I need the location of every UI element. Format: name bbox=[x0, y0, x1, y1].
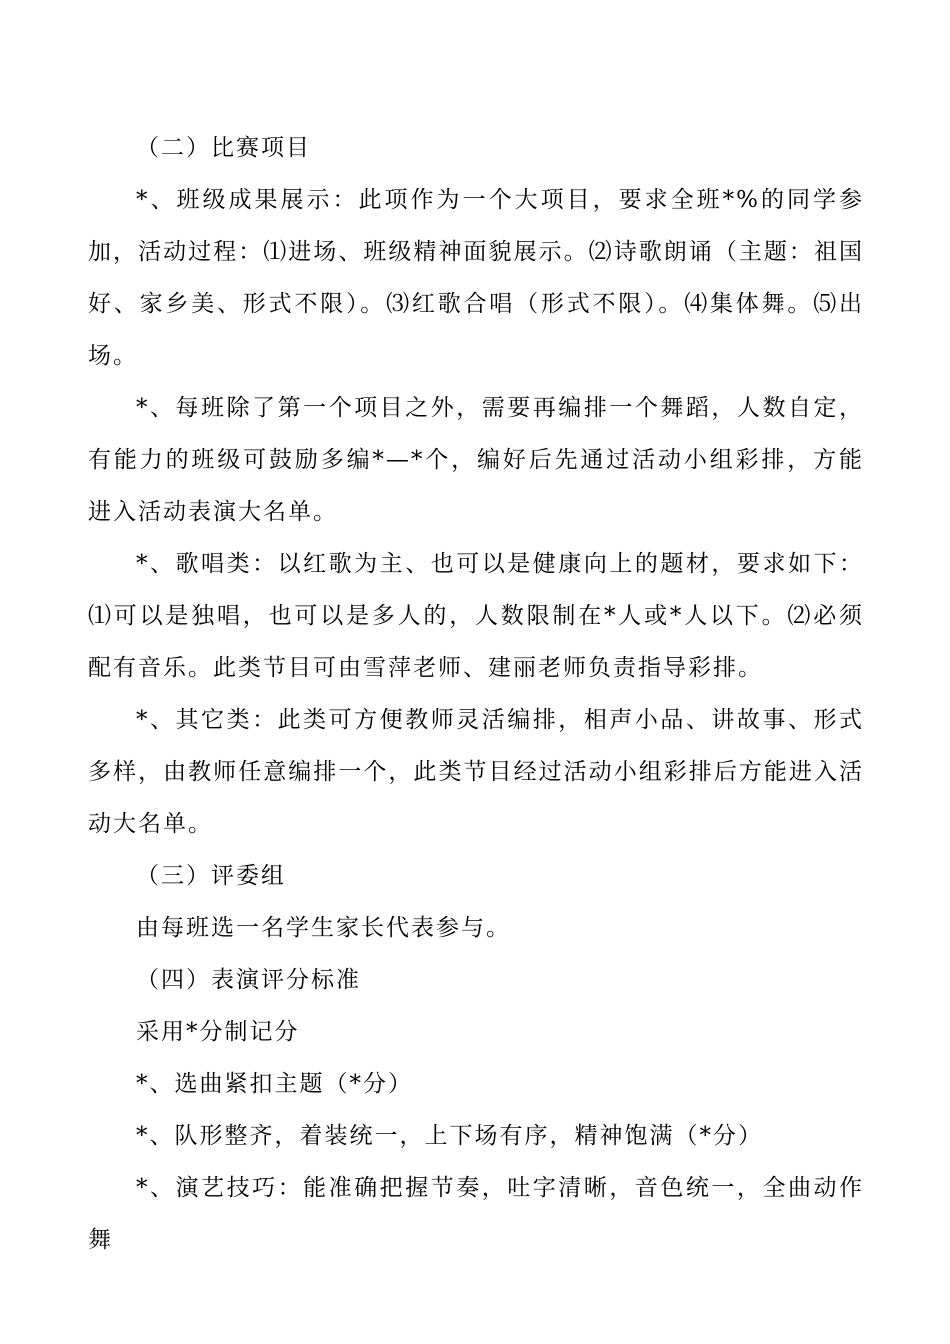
section-heading-4: （四）表演评分标准 bbox=[136, 967, 361, 993]
item-other: *、其它类：此类可方便教师灵活编排，相声小品、讲故事、形式多样，由教师任意编排一个，此类节目经过活动小组彩排后方能进入活动大名单。 bbox=[88, 707, 864, 837]
judges-desc: 由每班选一名学生家长代表参与。 bbox=[136, 915, 511, 941]
item-singing: *、歌唱类：以红歌为主、也可以是健康向上的题材，要求如下：⑴可以是独唱，也可以是多人的，人数限制在*人或*人以下。⑵必须配有音乐。此类节目可由雪萍老师、建丽老师负责指导彩排。 bbox=[88, 551, 864, 681]
section-heading-3: （三）评委组 bbox=[136, 863, 286, 889]
document-body bbox=[88, 122, 864, 1266]
item-class-showcase: *、班级成果展示：此项作为一个大项目，要求全班*%的同学参加，活动过程：⑴进场、班级精神面貌展示。⑵诗歌朗诵（主题：祖国好、家乡美、形式不限）。⑶红歌合唱（形式不限）。⑷集体舞。⑸出场。 bbox=[88, 187, 864, 369]
criterion-skill: *、演艺技巧：能准确把握节奏，吐字清晰，音色统一，全曲动作舞 bbox=[88, 1175, 864, 1253]
scoring-system: 采用*分制记分 bbox=[136, 1019, 300, 1045]
criterion-formation: *、队形整齐，着装统一，上下场有序，精神饱满（*分） bbox=[136, 1123, 763, 1149]
item-dance: *、每班除了第一个项目之外，需要再编排一个舞蹈，人数自定，有能力的班级可鼓励多编*—*个，编好后先通过活动小组彩排，方能进入活动表演大名单。 bbox=[88, 395, 864, 525]
section-heading-2: （二）比赛项目 bbox=[136, 135, 311, 161]
criterion-song-choice: *、选曲紧扣主题（*分） bbox=[136, 1071, 413, 1097]
